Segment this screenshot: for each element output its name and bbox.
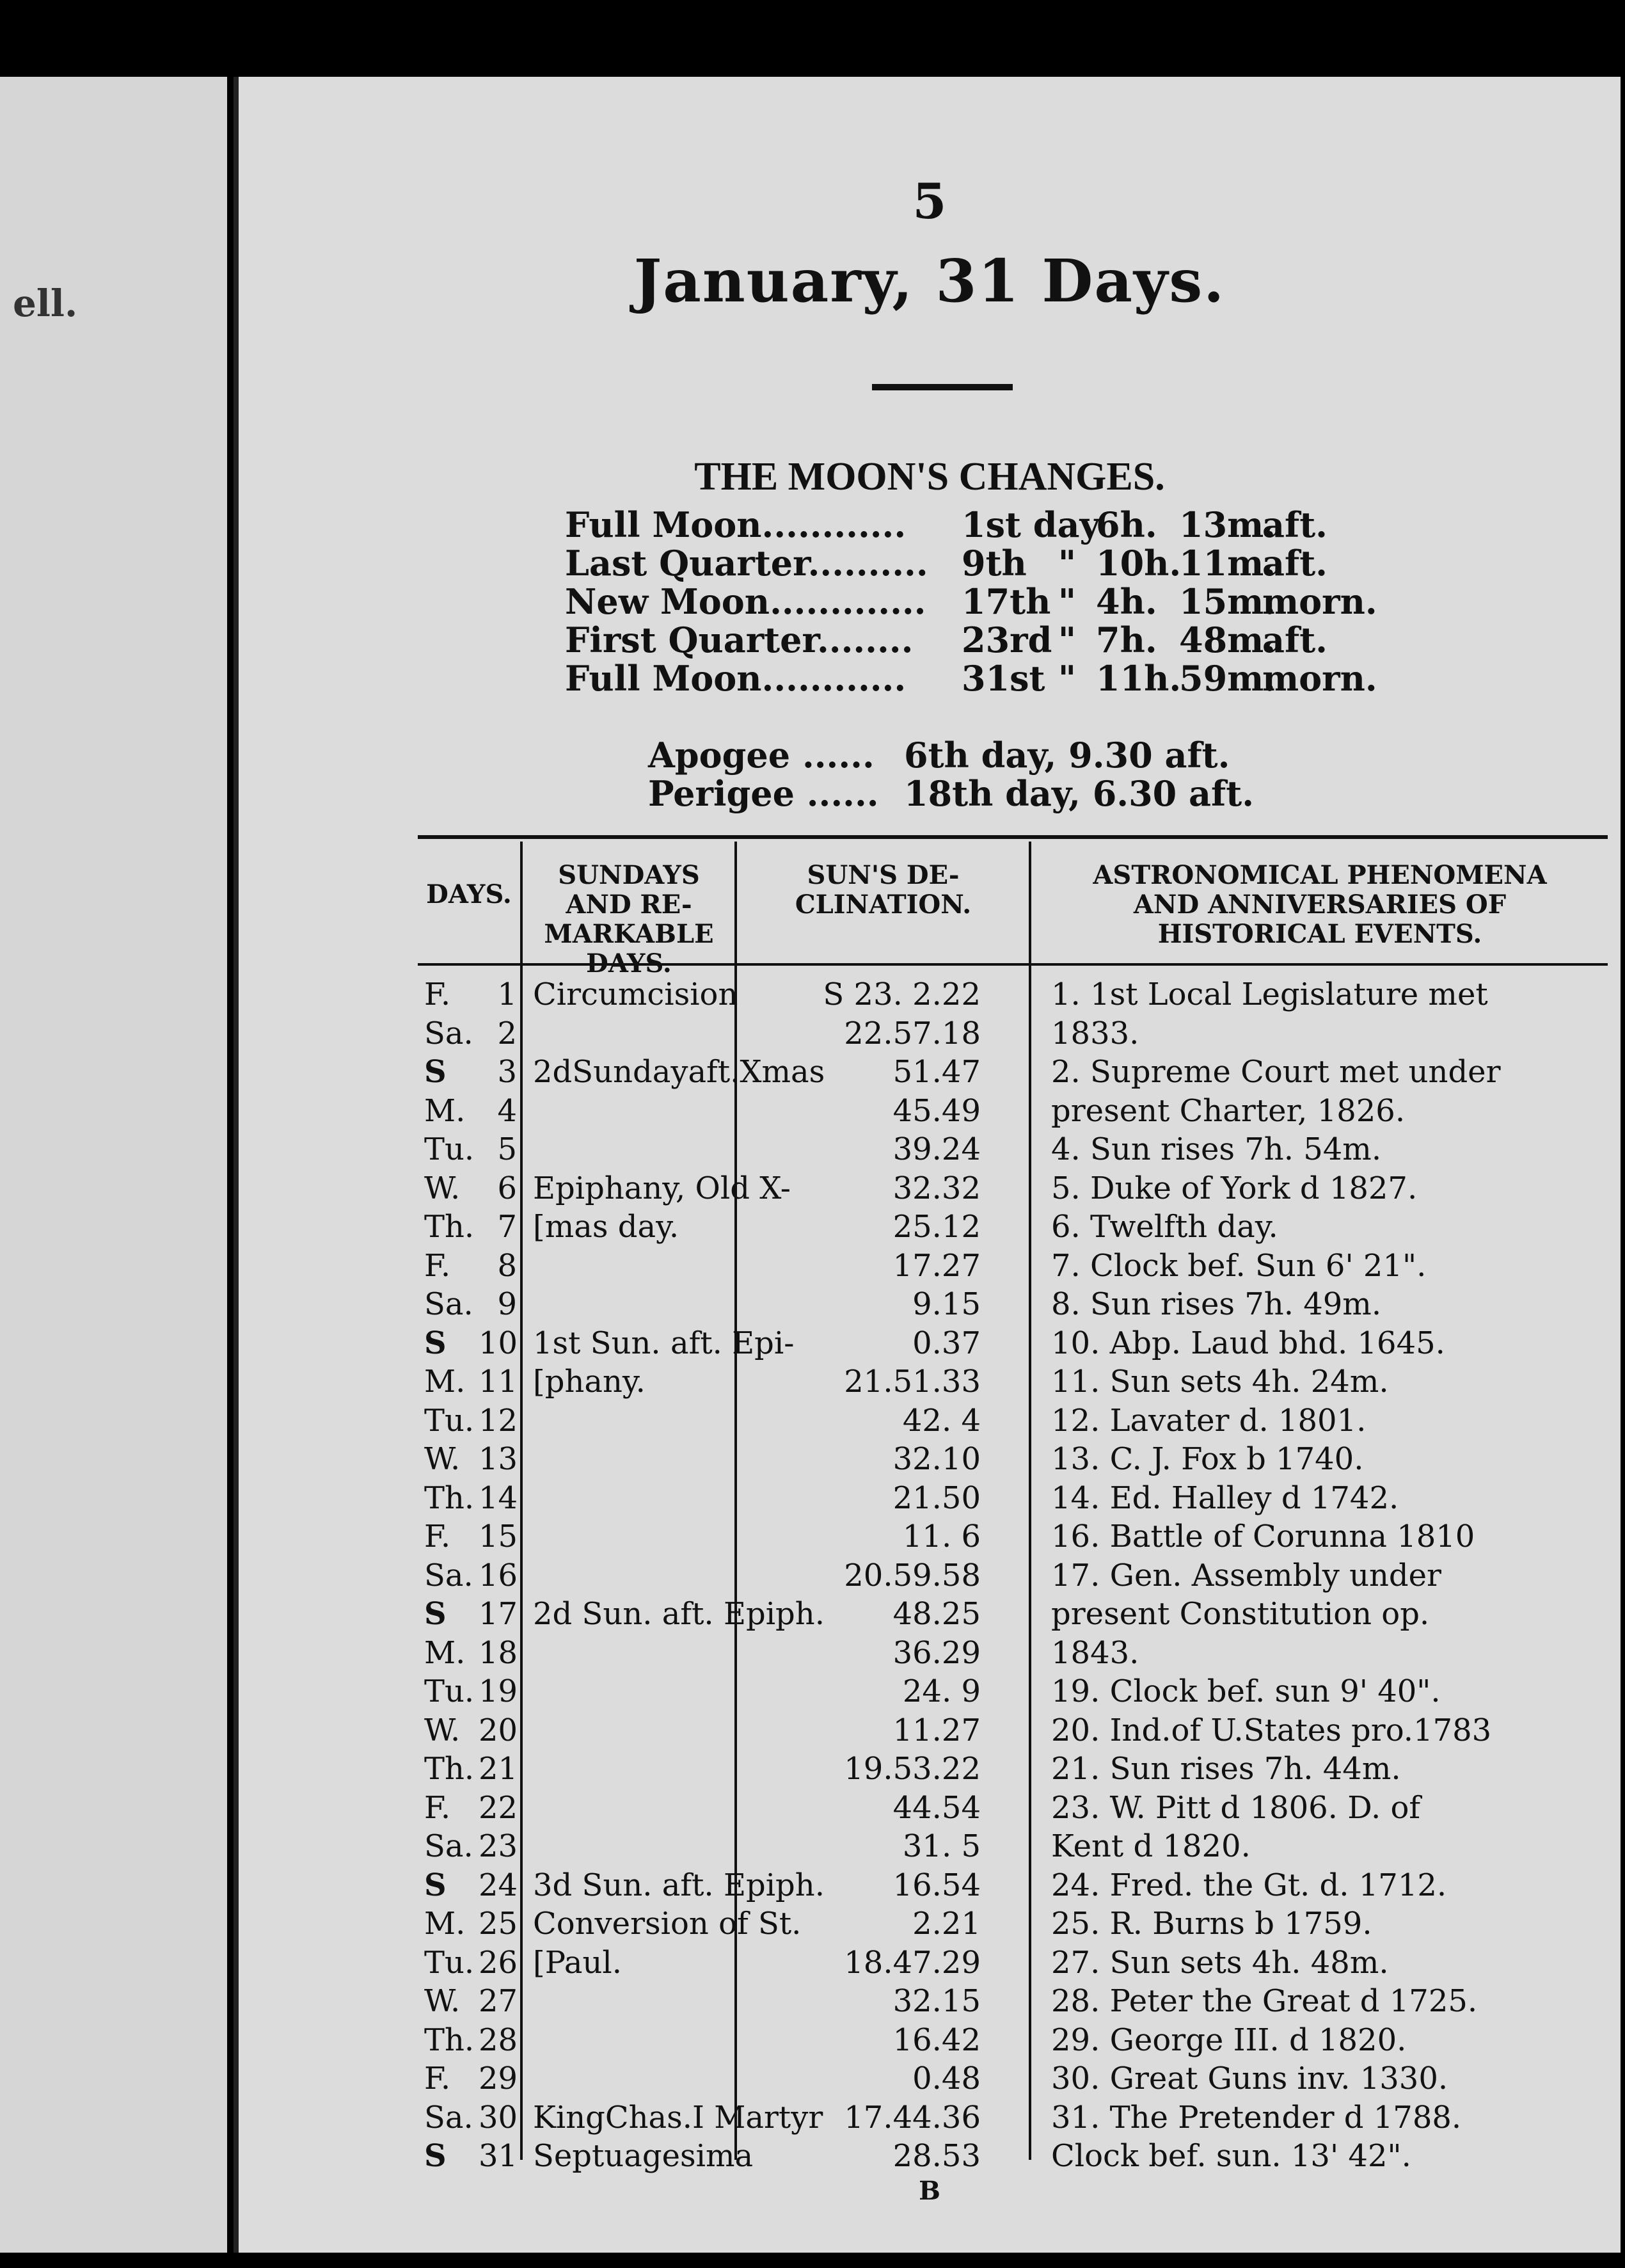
day-number-cell: 10 [479, 1325, 518, 1361]
table-top-rule [418, 835, 1608, 839]
weekday-cell: W. [424, 1170, 461, 1206]
day-number-cell: 26 [479, 1944, 518, 1981]
day-number-cell: 25 [479, 1906, 518, 1942]
day-number-cell: 17 [479, 1596, 518, 1632]
almanac-page [234, 77, 1621, 2253]
remarkable-day-cell: Septuagesima [533, 2138, 754, 2174]
moon-hour: 4h. [1096, 581, 1157, 622]
weekday-cell: Tu. [424, 1402, 475, 1439]
day-number-cell: 3 [497, 1054, 517, 1090]
moon-phase: First Quarter........ [565, 619, 914, 660]
moon-minute: 59m. [1179, 658, 1276, 699]
event-cell: 1. 1st Local Legislature met [1051, 977, 1488, 1012]
moon-changes-list [565, 506, 1625, 698]
moon-change-row [565, 506, 1625, 544]
moon-time-of-day: aft. [1262, 619, 1328, 660]
previous-page-fragment: ell. [13, 282, 78, 325]
table-row [418, 2099, 1614, 2136]
header-astronomical: ASTRONOMICAL PHENOMENA AND ANNIVERSARIES OF HISTORICAL EVENTS. [1093, 860, 1547, 949]
moon-change-row [565, 659, 1625, 698]
declination-cell: 39.24 [892, 1131, 981, 1167]
moon-day: 23rd [962, 619, 1052, 660]
weekday-cell: Sa. [424, 1286, 473, 1322]
declination-cell: 21.51.33 [844, 1364, 981, 1400]
day-number-cell: 12 [479, 1402, 518, 1439]
event-cell: Kent d 1820. [1051, 1828, 1251, 1864]
day-number-cell: 22 [479, 1789, 518, 1826]
table-row [418, 1751, 1614, 1787]
weekday-cell: Sa. [424, 1015, 473, 1051]
table-row [418, 1596, 1614, 1632]
remarkable-day-cell: 1st Sun. aft. Epi- [533, 1325, 795, 1361]
day-number-cell: 16 [479, 1557, 518, 1593]
moon-minute: 13m. [1179, 504, 1276, 545]
day-number-cell: 11 [479, 1364, 518, 1400]
moon-day: 9th [962, 543, 1027, 584]
moon-day: 17th [962, 581, 1051, 622]
moon-change-row [565, 544, 1625, 582]
apogee-perigee [648, 736, 1254, 813]
table-row [418, 1286, 1614, 1322]
table-row [418, 1828, 1614, 1864]
table-row [418, 1906, 1614, 1942]
event-cell: 2. Supreme Court met under [1051, 1054, 1501, 1090]
weekday-cell: F. [424, 2061, 451, 2096]
moon-change-row [565, 621, 1625, 659]
table-row [418, 1983, 1614, 2019]
weekday-cell: F. [424, 1247, 451, 1284]
event-cell: 23. W. Pitt d 1806. D. of [1051, 1789, 1421, 1826]
weekday-cell: W. [424, 1983, 461, 2019]
weekday-cell: M. [424, 1092, 466, 1129]
table-row [418, 1867, 1614, 1903]
moon-minute: 15m. [1179, 581, 1276, 622]
day-number-cell: 28 [479, 2022, 518, 2058]
table-row [418, 1131, 1614, 1167]
event-cell: 16. Battle of Corunna 1810 [1051, 1519, 1475, 1554]
day-number-cell: 8 [497, 1247, 517, 1284]
weekday-cell: Sa. [424, 2099, 473, 2136]
event-cell: 19. Clock bef. sun 9' 40". [1051, 1673, 1441, 1709]
table-row [418, 2138, 1614, 2174]
declination-cell: 17.44.36 [844, 2099, 981, 2136]
moon-hour: 6h. [1096, 504, 1157, 545]
day-number-cell: 29 [479, 2061, 518, 2096]
table-row [418, 1944, 1614, 1981]
table-row [418, 1634, 1614, 1671]
weekday-cell: S [424, 1867, 447, 1903]
remarkable-day-cell: 2dSundayaft.Xmas [533, 1054, 825, 1090]
moon-ditto: " [1058, 581, 1077, 622]
moon-time-of-day: morn. [1262, 581, 1377, 622]
declination-cell: 32.15 [892, 1983, 981, 2019]
page-number: 5 [912, 173, 947, 230]
event-cell: 31. The Pretender d 1788. [1051, 2099, 1462, 2136]
day-number-cell: 27 [479, 1983, 518, 2019]
declination-cell: 2.21 [912, 1906, 981, 1942]
event-cell: 11. Sun sets 4h. 24m. [1051, 1364, 1389, 1400]
event-cell: Clock bef. sun. 13' 42". [1051, 2138, 1411, 2174]
event-cell: 25. R. Burns b 1759. [1051, 1906, 1372, 1942]
weekday-cell: Tu. [424, 1673, 475, 1709]
event-cell: 24. Fred. the Gt. d. 1712. [1051, 1867, 1447, 1903]
moon-phase: New Moon............. [565, 581, 926, 622]
declination-cell: 16.54 [892, 1867, 981, 1903]
weekday-cell: M. [424, 1906, 466, 1942]
table-row [418, 1209, 1614, 1245]
weekday-cell: Th. [424, 2022, 475, 2058]
declination-cell: 9.15 [912, 1286, 981, 1322]
table-row [418, 1402, 1614, 1439]
table-row [418, 1325, 1614, 1361]
event-cell: 27. Sun sets 4h. 48m. [1051, 1944, 1389, 1981]
declination-cell: 44.54 [892, 1789, 981, 1826]
declination-cell: 18.47.29 [844, 1944, 981, 1981]
remarkable-day-cell: [phany. [533, 1364, 646, 1400]
event-cell: 14. Ed. Halley d 1742. [1051, 1480, 1399, 1516]
event-cell: 4. Sun rises 7h. 54m. [1051, 1131, 1382, 1167]
event-cell: 28. Peter the Great d 1725. [1051, 1983, 1478, 2019]
event-cell: 13. C. J. Fox b 1740. [1051, 1441, 1364, 1477]
table-row [418, 1673, 1614, 1709]
perigee-label: Perigee ...... [648, 773, 879, 814]
weekday-cell: Sa. [424, 1828, 473, 1864]
event-cell: 8. Sun rises 7h. 49m. [1051, 1286, 1382, 1322]
weekday-cell: M. [424, 1634, 466, 1671]
table-row [418, 1170, 1614, 1206]
moon-hour: 7h. [1096, 619, 1157, 660]
remarkable-day-cell: KingChas.I Martyr [533, 2099, 823, 2136]
remarkable-day-cell: [mas day. [533, 1209, 679, 1245]
weekday-cell: Th. [424, 1751, 475, 1787]
apogee-row [648, 736, 1254, 774]
day-number-cell: 23 [479, 1828, 518, 1864]
remarkable-day-cell: 3d Sun. aft. Epiph. [533, 1867, 825, 1903]
event-cell: 1843. [1051, 1634, 1139, 1671]
day-number-cell: 13 [479, 1441, 518, 1477]
remarkable-day-cell: [Paul. [533, 1944, 622, 1981]
moon-phase: Full Moon............ [565, 504, 907, 545]
day-number-cell: 20 [479, 1712, 518, 1748]
declination-cell: 0.37 [912, 1325, 981, 1361]
weekday-cell: Th. [424, 1480, 475, 1516]
table-row [418, 979, 1614, 1010]
table-row [418, 1092, 1614, 1129]
event-cell: 17. Gen. Assembly under [1051, 1557, 1441, 1593]
table-row [418, 1789, 1614, 1826]
weekday-cell: S [424, 1596, 447, 1632]
table-row [418, 1441, 1614, 1477]
weekday-cell: W. [424, 1712, 461, 1748]
day-number-cell: 1 [497, 977, 517, 1012]
header-days: DAYS. [426, 879, 512, 909]
event-cell: 21. Sun rises 7h. 44m. [1051, 1751, 1401, 1787]
table-header [418, 860, 1614, 978]
day-number-cell: 18 [479, 1634, 518, 1671]
header-sundays: SUNDAYS AND RE- MARKABLE DAYS. [544, 860, 714, 978]
declination-cell: 36.29 [892, 1634, 981, 1671]
moon-minute: 48m. [1179, 619, 1276, 660]
moon-hour: 11h. [1096, 658, 1182, 699]
day-number-cell: 19 [479, 1673, 518, 1709]
table-row [418, 2063, 1614, 2094]
table-row [418, 1015, 1614, 1051]
declination-cell: 48.25 [892, 1596, 981, 1632]
moon-ditto: " [1058, 543, 1077, 584]
declination-cell: 24. 9 [902, 1673, 981, 1709]
table-row [418, 1054, 1614, 1090]
declination-cell: 32.10 [892, 1441, 981, 1477]
declination-cell: 45.49 [892, 1092, 981, 1129]
declination-cell: 32.32 [892, 1170, 981, 1206]
weekday-cell: S [424, 2138, 447, 2174]
moon-day: 31st [962, 658, 1045, 699]
day-number-cell: 15 [479, 1519, 518, 1554]
header-declination: SUN'S DE- CLINATION. [795, 860, 972, 920]
moon-minute: 11m. [1179, 543, 1276, 584]
declination-cell: 21.50 [892, 1480, 981, 1516]
event-cell: 12. Lavater d. 1801. [1051, 1402, 1367, 1439]
weekday-cell: S [424, 1325, 447, 1361]
declination-cell: 0.48 [912, 2061, 981, 2096]
remarkable-day-cell: Epiphany, Old X- [533, 1170, 791, 1206]
weekday-cell: M. [424, 1364, 466, 1400]
day-number-cell: 5 [497, 1131, 517, 1167]
table-row [418, 2022, 1614, 2058]
day-number-cell: 4 [497, 1092, 517, 1129]
declination-cell: 51.47 [892, 1054, 981, 1090]
day-number-cell: 31 [479, 2138, 518, 2174]
event-cell: 20. Ind.of U.States pro.1783 [1051, 1712, 1492, 1748]
weekday-cell: F. [424, 977, 451, 1012]
declination-cell: 11. 6 [902, 1519, 981, 1554]
title-rule [872, 384, 1013, 390]
event-cell: 30. Great Guns inv. 1330. [1051, 2061, 1448, 2096]
event-cell: present Charter, 1826. [1051, 1092, 1406, 1129]
remarkable-day-cell: Conversion of St. [533, 1906, 802, 1942]
declination-cell: 22.57.18 [844, 1015, 981, 1051]
moon-day: 1st day [962, 504, 1100, 545]
event-cell: 10. Abp. Laud bhd. 1645. [1051, 1325, 1445, 1361]
declination-cell: 16.42 [892, 2022, 981, 2058]
moon-time-of-day: aft. [1262, 504, 1328, 545]
moon-phase: Last Quarter.......... [565, 543, 928, 584]
previous-page-edge [0, 77, 227, 2253]
weekday-cell: W. [424, 1441, 461, 1477]
day-number-cell: 24 [479, 1867, 518, 1903]
table-row [418, 1247, 1614, 1284]
declination-cell: S 23. 2.22 [823, 977, 981, 1012]
event-cell: 7. Clock bef. Sun 6' 21". [1051, 1247, 1427, 1284]
table-row [418, 1557, 1614, 1593]
weekday-cell: Th. [424, 1209, 475, 1245]
day-number-cell: 2 [497, 1015, 517, 1051]
declination-cell: 19.53.22 [844, 1751, 981, 1787]
day-number-cell: 6 [497, 1170, 517, 1206]
weekday-cell: Tu. [424, 1944, 475, 1981]
weekday-cell: Sa. [424, 1557, 473, 1593]
weekday-cell: F. [424, 1519, 451, 1554]
event-cell: 1833. [1051, 1015, 1139, 1051]
declination-cell: 20.59.58 [844, 1557, 981, 1593]
declination-cell: 17.27 [892, 1247, 981, 1284]
moon-phase: Full Moon............ [565, 658, 907, 699]
declination-cell: 25.12 [892, 1209, 981, 1245]
perigee-value: 18th day, 6.30 aft. [904, 773, 1254, 814]
moon-hour: 10h. [1096, 543, 1182, 584]
declination-cell: 11.27 [892, 1712, 981, 1748]
day-number-cell: 14 [479, 1480, 518, 1516]
day-number-cell: 30 [479, 2099, 518, 2136]
day-number-cell: 7 [497, 1209, 517, 1245]
moon-time-of-day: aft. [1262, 543, 1328, 584]
day-number-cell: 9 [497, 1286, 517, 1322]
apogee-label: Apogee ...... [648, 735, 875, 776]
event-cell: 29. George III. d 1820. [1051, 2022, 1407, 2058]
signature-mark: B [919, 2176, 940, 2206]
remarkable-day-cell: Circumcision [533, 977, 738, 1012]
remarkable-day-cell: 2d Sun. aft. Epiph. [533, 1596, 825, 1632]
table-row [418, 1480, 1614, 1516]
table-row [418, 1364, 1614, 1400]
event-cell: 6. Twelfth day. [1051, 1209, 1278, 1245]
moon-change-row [565, 582, 1625, 621]
moon-ditto: " [1058, 658, 1077, 699]
event-cell: 5. Duke of York d 1827. [1051, 1170, 1418, 1206]
month-title: January, 31 Days. [633, 246, 1226, 315]
calendar-table [418, 835, 1614, 2179]
table-row [418, 1712, 1614, 1748]
event-cell: present Constitution op. [1051, 1596, 1430, 1632]
declination-cell: 42. 4 [902, 1402, 981, 1439]
moon-time-of-day: morn. [1262, 658, 1377, 699]
weekday-cell: Tu. [424, 1131, 475, 1167]
day-number-cell: 21 [479, 1751, 518, 1787]
moon-changes-heading: THE MOON'S CHANGES. [694, 455, 1165, 499]
moon-ditto: " [1058, 619, 1077, 660]
table-row [418, 1521, 1614, 1552]
perigee-row [648, 774, 1254, 813]
apogee-value: 6th day, 9.30 aft. [904, 735, 1230, 776]
weekday-cell: S [424, 1054, 447, 1090]
declination-cell: 31. 5 [902, 1828, 981, 1864]
declination-cell: 28.53 [892, 2138, 981, 2174]
weekday-cell: F. [424, 1789, 451, 1826]
moon-ditto [1038, 506, 1096, 544]
